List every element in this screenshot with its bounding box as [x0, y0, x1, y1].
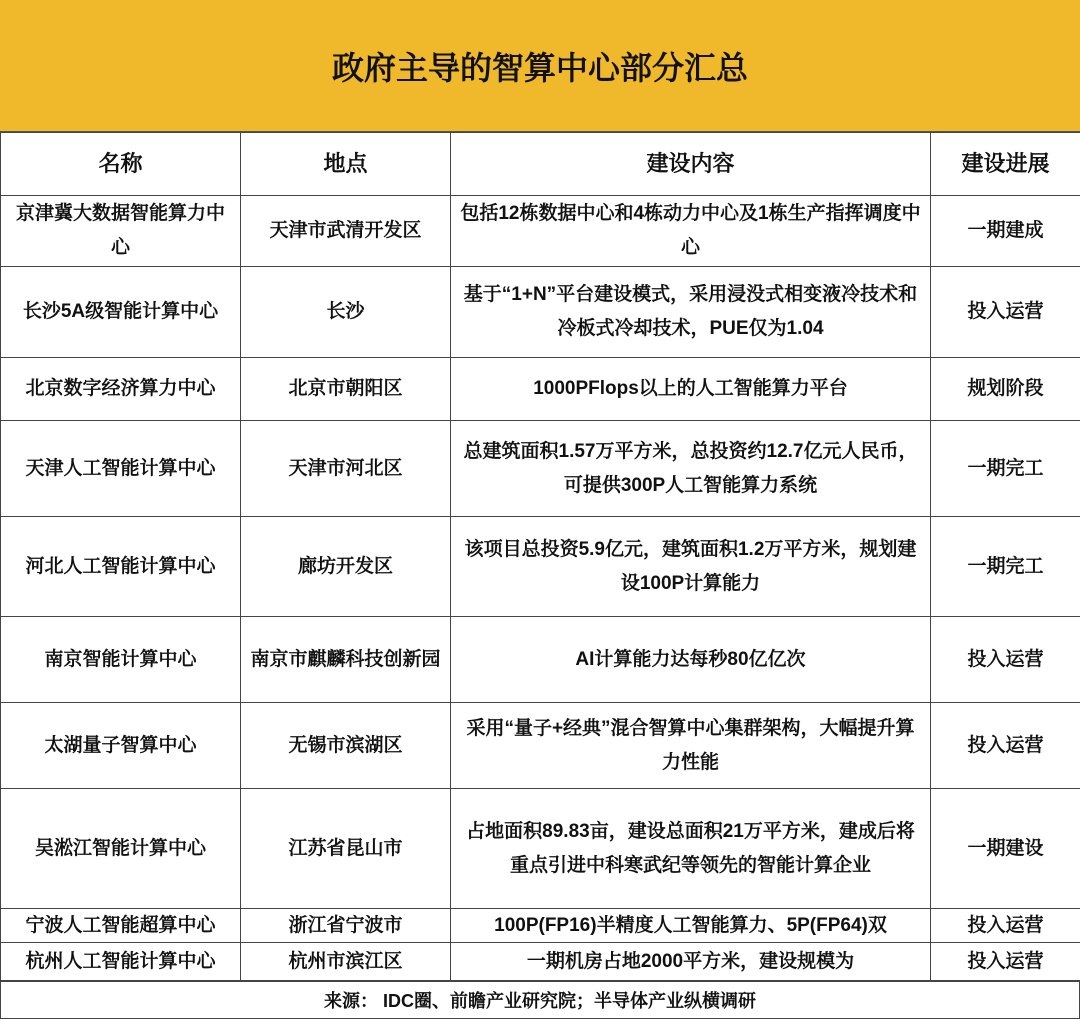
cell-progress: 投入运营	[931, 617, 1080, 703]
cell-content: AI计算能力达每秒80亿亿次	[451, 617, 931, 703]
table-row	[1, 267, 1080, 358]
table-row	[1, 517, 1080, 617]
cell-progress: 一期完工	[931, 517, 1080, 617]
table-row	[1, 358, 1080, 421]
cell-name: 天津人工智能计算中心	[1, 421, 241, 517]
cell-progress: 规划阶段	[931, 358, 1080, 421]
header-name: 名称	[1, 133, 241, 196]
table-row	[1, 909, 1080, 943]
cell-location: 长沙	[241, 267, 451, 358]
table-row	[1, 196, 1080, 267]
table-row	[1, 789, 1080, 909]
cell-progress: 一期建设	[931, 789, 1080, 909]
cell-content: 一期机房占地2000平方米，建设规模为	[451, 943, 931, 981]
cell-content: 总建筑面积1.57万平方米，总投资约12.7亿元人民币，可提供300P人工智能算力系统	[451, 421, 931, 517]
header-progress: 建设进展	[931, 133, 1080, 196]
cell-name: 河北人工智能计算中心	[1, 517, 241, 617]
cell-name: 太湖量子智算中心	[1, 703, 241, 789]
cell-content: 基于“1+N”平台建设模式，采用浸没式相变液冷技术和冷板式冷却技术，PUE仅为1.04	[451, 267, 931, 358]
table-row	[1, 421, 1080, 517]
cell-content: 100P(FP16)半精度人工智能算力、5P(FP64)双	[451, 909, 931, 943]
table-title: 政府主导的智算中心部分汇总	[0, 0, 1080, 132]
cell-progress: 一期建成	[931, 196, 1080, 267]
cell-content: 采用“量子+经典”混合智算中心集群架构，大幅提升算力性能	[451, 703, 931, 789]
data-table	[0, 132, 1080, 981]
cell-name: 杭州人工智能计算中心	[1, 943, 241, 981]
cell-content: 1000PFlops以上的人工智能算力平台	[451, 358, 931, 421]
cell-name: 宁波人工智能超算中心	[1, 909, 241, 943]
cell-progress: 投入运营	[931, 943, 1080, 981]
cell-content: 包括12栋数据中心和4栋动力中心及1栋生产指挥调度中心	[451, 196, 931, 267]
table-row	[1, 703, 1080, 789]
cell-location: 江苏省昆山市	[241, 789, 451, 909]
cell-name: 长沙5A级智能计算中心	[1, 267, 241, 358]
cell-location: 天津市河北区	[241, 421, 451, 517]
cell-location: 杭州市滨江区	[241, 943, 451, 981]
cell-name: 京津冀大数据智能算力中心	[1, 196, 241, 267]
cell-location: 天津市武清开发区	[241, 196, 451, 267]
table-row	[1, 943, 1080, 981]
header-location: 地点	[241, 133, 451, 196]
cell-name: 吴淞江智能计算中心	[1, 789, 241, 909]
cell-location: 南京市麒麟科技创新园	[241, 617, 451, 703]
cell-location: 北京市朝阳区	[241, 358, 451, 421]
cell-progress: 投入运营	[931, 267, 1080, 358]
cell-location: 浙江省宁波市	[241, 909, 451, 943]
table-row	[1, 617, 1080, 703]
cell-location: 廊坊开发区	[241, 517, 451, 617]
cell-content: 占地面积89.83亩，建设总面积21万平方米，建成后将重点引进中科寒武纪等领先的智能计算企业	[451, 789, 931, 909]
header-row	[1, 133, 1080, 196]
header-content: 建设内容	[451, 133, 931, 196]
cell-progress: 投入运营	[931, 909, 1080, 943]
cell-name: 北京数字经济算力中心	[1, 358, 241, 421]
cell-content: 该项目总投资5.9亿元，建筑面积1.2万平方米，规划建设100P计算能力	[451, 517, 931, 617]
cell-location: 无锡市滨湖区	[241, 703, 451, 789]
cell-progress: 投入运营	[931, 703, 1080, 789]
cell-progress: 一期完工	[931, 421, 1080, 517]
source-footer: 来源： IDC圈、前瞻产业研究院；半导体产业纵横调研	[0, 981, 1080, 1019]
cell-name: 南京智能计算中心	[1, 617, 241, 703]
